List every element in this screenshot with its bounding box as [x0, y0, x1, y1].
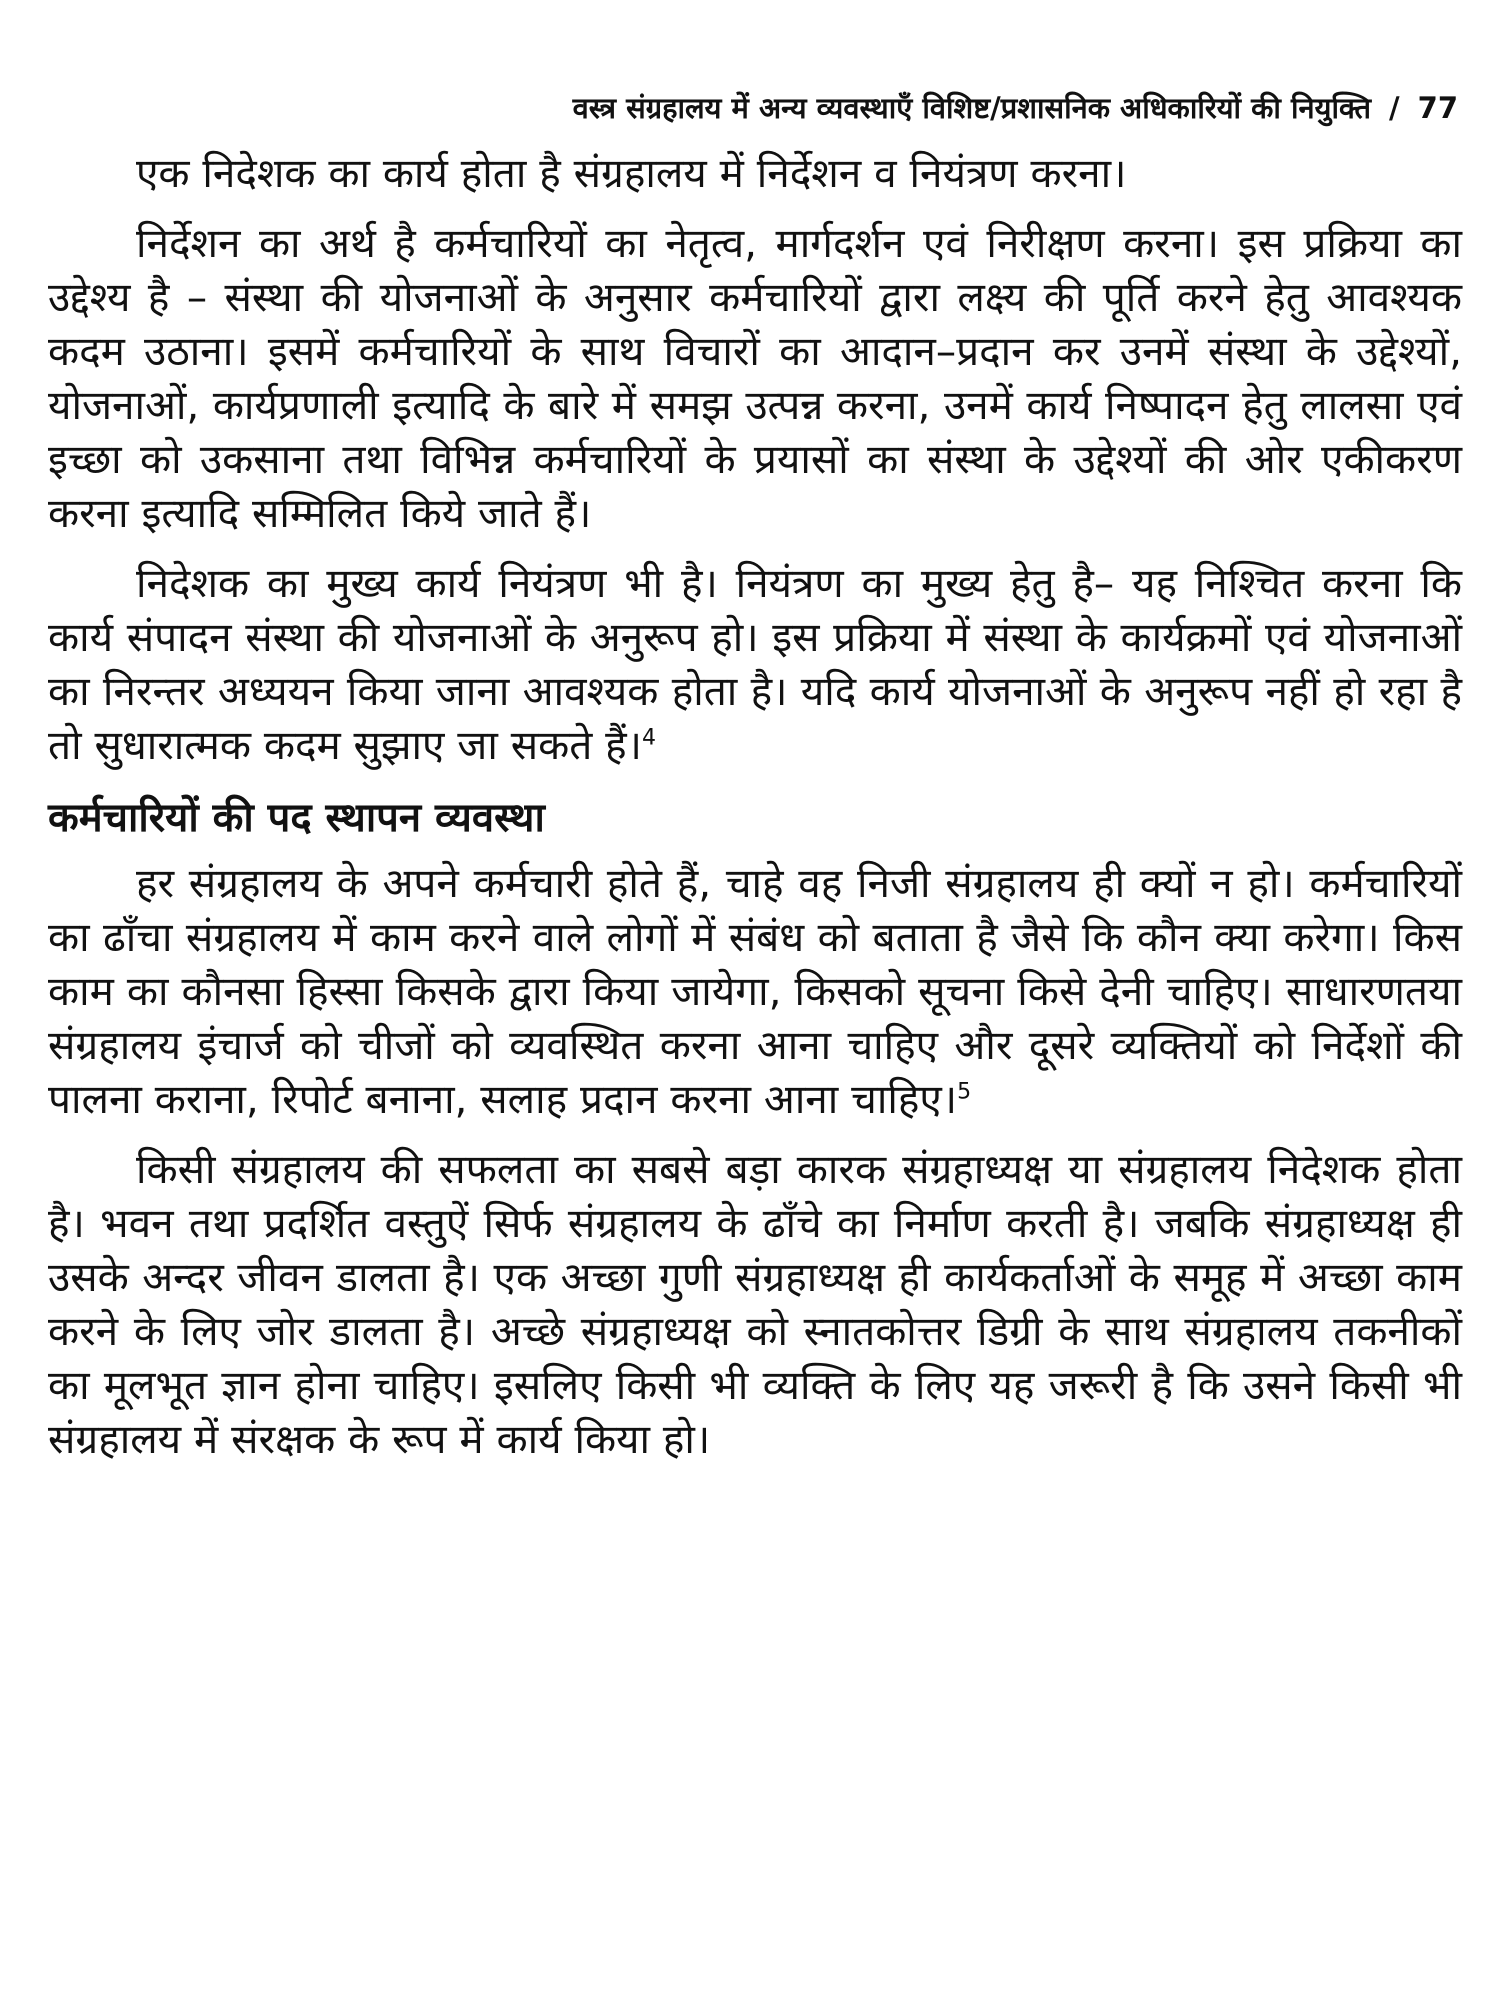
running-header	[48, 86, 1462, 130]
section-heading: कर्मचारियों की पद स्थापन व्यवस्था	[48, 795, 545, 841]
paragraph-1-text: एक निदेशक का कार्य होता है संग्रहालय में निर्देशन व नियंत्रण करना।	[136, 149, 1127, 197]
header-title: वस्त्र संग्रहालय में अन्य व्यवस्थाएँ विशिष्ट/प्रशासनिक अधिकारियों की नियुक्ति	[572, 91, 1372, 125]
paragraph-4-text: हर संग्रहालय के अपने कर्मचारी होते हैं, चाहे वह निजी संग्रहालय ही क्यों न हो। कर्मचारियों का ढाँचा संग्रहालय में काम करने वाले लोगों में संबंध को बताता है जैसे कि कौन क्या करेगा। किस काम का कौनसा हिस्सा किसके द्वारा किया जायेगा, किसको सूचना किसे देनी चाहिए। साधारणतया संग्रहालय इंचार्ज को चीजों को व्यवस्थित करना आना चाहिए और दूसरे व्यक्तियों को निर्देशों की पालना कराना, रिपोर्ट बनाना, सलाह प्रदान करना आना चाहिए।	[48, 859, 1462, 1123]
header-separator: /	[1389, 91, 1400, 125]
footnote-marker-4: 4	[642, 725, 657, 751]
paragraph-5	[48, 1142, 1462, 1466]
footnote-marker-5: 5	[957, 1079, 972, 1105]
paragraph-4	[48, 856, 1462, 1126]
paragraph-1	[48, 146, 1462, 200]
page-number: 77	[1417, 91, 1458, 125]
paragraph-3	[48, 556, 1462, 772]
paragraph-3-text: निदेशक का मुख्य कार्य नियंत्रण भी है। नियंत्रण का मुख्य हेतु है– यह निश्चित करना कि कार्य संपादन संस्था की योजनाओं के अनुरूप हो। इस प्रक्रिया में संस्था के कार्यक्रमों एवं योजनाओं का निरन्तर अध्ययन किया जाना आवश्यक होता है। यदि कार्य योजनाओं के अनुरूप नहीं हो रहा है तो सुधारात्मक कदम सुझाए जा सकते हैं।	[48, 559, 1462, 769]
paragraph-2-text: निर्देशन का अर्थ है कर्मचारियों का नेतृत्व, मार्गदर्शन एवं निरीक्षण करना। इस प्रक्रिया का उद्देश्य है – संस्था की योजनाओं के अनुसार कर्मचारियों द्वारा लक्ष्य की पूर्ति करने हेतु आवश्यक कदम उठाना। इसमें कर्मचारियों के साथ विचारों का आदान–प्रदान कर उनमें संस्था के उद्देश्यों, योजनाओं, कार्यप्रणाली इत्यादि के बारे में समझ उत्पन्न करना, उनमें कार्य निष्पादन हेतु लालसा एवं इच्छा को उकसाना तथा विभिन्न कर्मचारियों के प्रयासों का संस्था के उद्देश्यों की ओर एकीकरण करना इत्यादि सम्मिलित किये जाते हैं।	[48, 219, 1462, 537]
paragraph-2	[48, 216, 1462, 540]
paragraph-5-text: किसी संग्रहालय की सफलता का सबसे बड़ा कारक संग्रहाध्यक्ष या संग्रहालय निदेशक होता है। भवन तथा प्रदर्शित वस्तुऐं सिर्फ संग्रहालय के ढाँचे का निर्माण करती है। जबकि संग्रहाध्यक्ष ही उसके अन्दर जीवन डालता है। एक अच्छा गुणी संग्रहाध्यक्ष ही कार्यकर्ताओं के समूह में अच्छा काम करने के लिए जोर डालता है। अच्छे संग्रहाध्यक्ष को स्नातकोत्तर डिग्री के साथ संग्रहालय तकनीकों का मूलभूत ज्ञान होना चाहिए। इसलिए किसी भी व्यक्ति के लिए यह जरूरी है कि उसने किसी भी संग्रहालय में संरक्षक के रूप में कार्य किया हो।	[48, 1145, 1462, 1463]
